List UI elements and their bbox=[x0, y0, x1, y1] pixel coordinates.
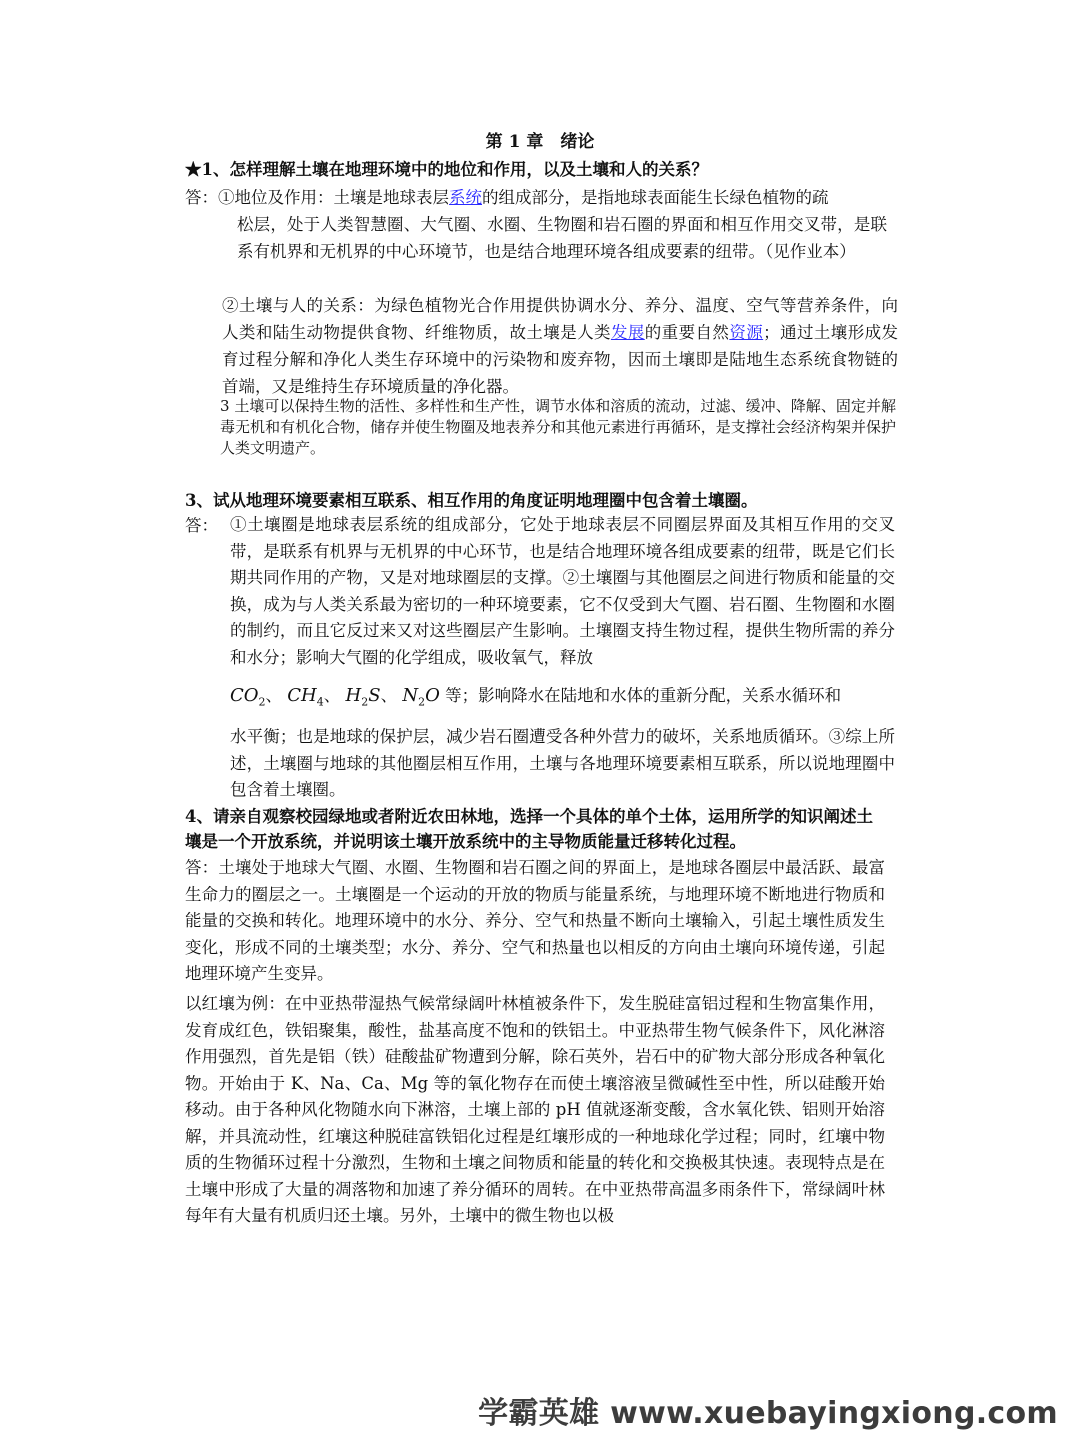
answer-label-q3: 答： bbox=[185, 516, 218, 535]
formula-co2: $CO_2$ bbox=[230, 685, 266, 709]
q1-answer-3: 3 土壤可以保持生物的活性、多样性和生产性，调节水体和溶质的流动，过滤、缓冲、降解、固定并解毒无机和有机化合物，储存并使生物圈及地表养分和其他元素进行再循环，是支撑社会经济构架并保护人类文明遗产。 bbox=[220, 397, 896, 457]
q4-answer-1: 答：土壤处于地球大气圈、水圈、生物圈和岩石圈之间的界面上，是地球各圈层中最活跃、最富生命力的圈层之一。土壤圈是一个运动的开放的物质与能量系统，与地理环境不断地进行物质和能量的交换和转化。地理环境中的水分、养分、空气和热量不断向土壤输入，引起土壤性质发生变化，形成不同的土壤类型；水分、养分、空气和热量也以相反的方向由土壤向环境传递，引起地理环境产生变异。 bbox=[185, 858, 885, 983]
q1-answer-1-rest: 松层，处于人类智慧圈、大气圈、水圈、生物圈和岩石圈的界面和相互作用交叉带，是联系有机界和无机界的中心环境节，也是结合地理环境各组成要素的纽带。（见作业本） bbox=[237, 215, 887, 261]
link-system[interactable]: 系统 bbox=[449, 188, 482, 207]
link-development[interactable]: 发展 bbox=[610, 323, 645, 342]
chapter-title: 第 1 章 绪论 bbox=[485, 132, 595, 152]
question-1: ★1、怎样理解土壤在地理环境中的地位和作用，以及土壤和人的关系？ bbox=[185, 160, 708, 179]
q3-answer-1: ①土壤圈是地球表层系统的组成部分，它处于地球表层不同圈层界面及其相互作用的交叉带，是联系有机界与无机界的中心环节，也是结合地理环境各组成要素的纽带，既是它们长期共同作用的产物，又是对地球圈层的支撑。②土壤圈与其他圈层之间进行物质和能量的交换，成为与人类关系最为密切的一种环境要素，它不仅受到大气圈、岩石圈、生物圈和水圈的制约，而且它反过来又对这些圈层产生影响。土壤圈支持生物过程，提供生物所需的养分和水分；影响大气圈的化学组成，吸收氧气，释放 bbox=[230, 515, 895, 667]
q3-formula-line: $CO_2$、 $CH_4$、 $H_2S$、 $N_2O$ 等；影响降水在陆地和水体的重新分配，关系水循环和 bbox=[230, 685, 842, 709]
q1-answer-1-tail: 的组成部分，是指地球表面能生长绿色植物的疏 bbox=[482, 188, 829, 207]
q1-answer-2 bbox=[222, 292, 898, 400]
link-resource[interactable]: 资源 bbox=[729, 323, 764, 342]
answer-label: 答： bbox=[185, 188, 218, 207]
site-watermark: 学霸英雄 www.xuebayingxiong.com bbox=[478, 1396, 1058, 1431]
q1-answer-2-mid: 的重要自然 bbox=[644, 323, 730, 342]
question-4: 4、请亲自观察校园绿地或者附近农田林地，选择一个具体的单个土体，运用所学的知识阐述土壤是一个开放系统，并说明该土壤开放系统中的主导物质能量迁移转化过程。 bbox=[185, 807, 873, 851]
question-3: 3、试从地理环境要素相互联系、相互作用的角度证明地理圈中包含着土壤圈。 bbox=[185, 491, 758, 510]
q3-answer-2: 水平衡；也是地球的保护层，减少岩石圈遭受各种外营力的破坏，关系地质循环。③综上所述，土壤圈与地球的其他圈层相互作用，土壤与各地理环境要素相互联系，所以说地理圈中包含着土壤圈。 bbox=[230, 727, 895, 799]
q1-answer-2-tail: ；通过土壤形成发育过程分解和净化人类生存环境中的污染物和废弃物，因而土壤即是陆地生态系统食物链的首端，又是维持生存环境质量的净化器。 bbox=[222, 323, 899, 396]
formula-ch4: $CH_4$ bbox=[287, 685, 324, 709]
q3-formula-tail: 等；影响降水在陆地和水体的重新分配，关系水循环和 bbox=[439, 686, 842, 705]
q1-answer-2-lead: ②土壤与人的关系：为绿色植物光合作用提供协调水分、养分、温度、空气等营养条件，向人类和陆生动物提供食物、纤维物质，故土壤是人类 bbox=[222, 296, 898, 342]
q4-answer-2: 以红壤为例：在中亚热带湿热气候常绿阔叶林植被条件下，发生脱硅富铝过程和生物富集作用，发育成红色，铁铝聚集，酸性，盐基高度不饱和的铁铝土。中亚热带生物气候条件下，风化淋溶作用强烈，首先是铝（铁）硅酸盐矿物遭到分解，除石英外，岩石中的矿物大部分形成各种氧化物。开始由于 K、Na、Ca、Mg 等的氧化物存在而使土壤溶液呈微碱性至中性，所以硅酸开始移动。由于各种风化物随水向下淋溶，土壤上部的 pH 值就逐渐变酸，含水氧化铁、铝则开始溶解，并具流动性，红壤这种脱硅富铁铝化过程是红壤形成的一种地球化学过程；同时，红壤中物质的生物循环过程十分激烈，生物和土壤之间物质和能量的转化和交换极其快速。表现特点是在土壤中形成了大量的凋落物和加速了养分循环的周转。在中亚热带高温多雨条件下，常绿阔叶林每年有大量有机质归还土壤。另外，土壤中的微生物也以极 bbox=[185, 994, 885, 1225]
q1-answer-1-lead: ①地位及作用：土壤是地球表层 bbox=[218, 188, 449, 207]
formula-h2s: $H_2S$ bbox=[345, 685, 381, 709]
formula-n2o: $N_2O$ bbox=[402, 685, 440, 709]
q1-answer-first-line bbox=[185, 184, 885, 211]
